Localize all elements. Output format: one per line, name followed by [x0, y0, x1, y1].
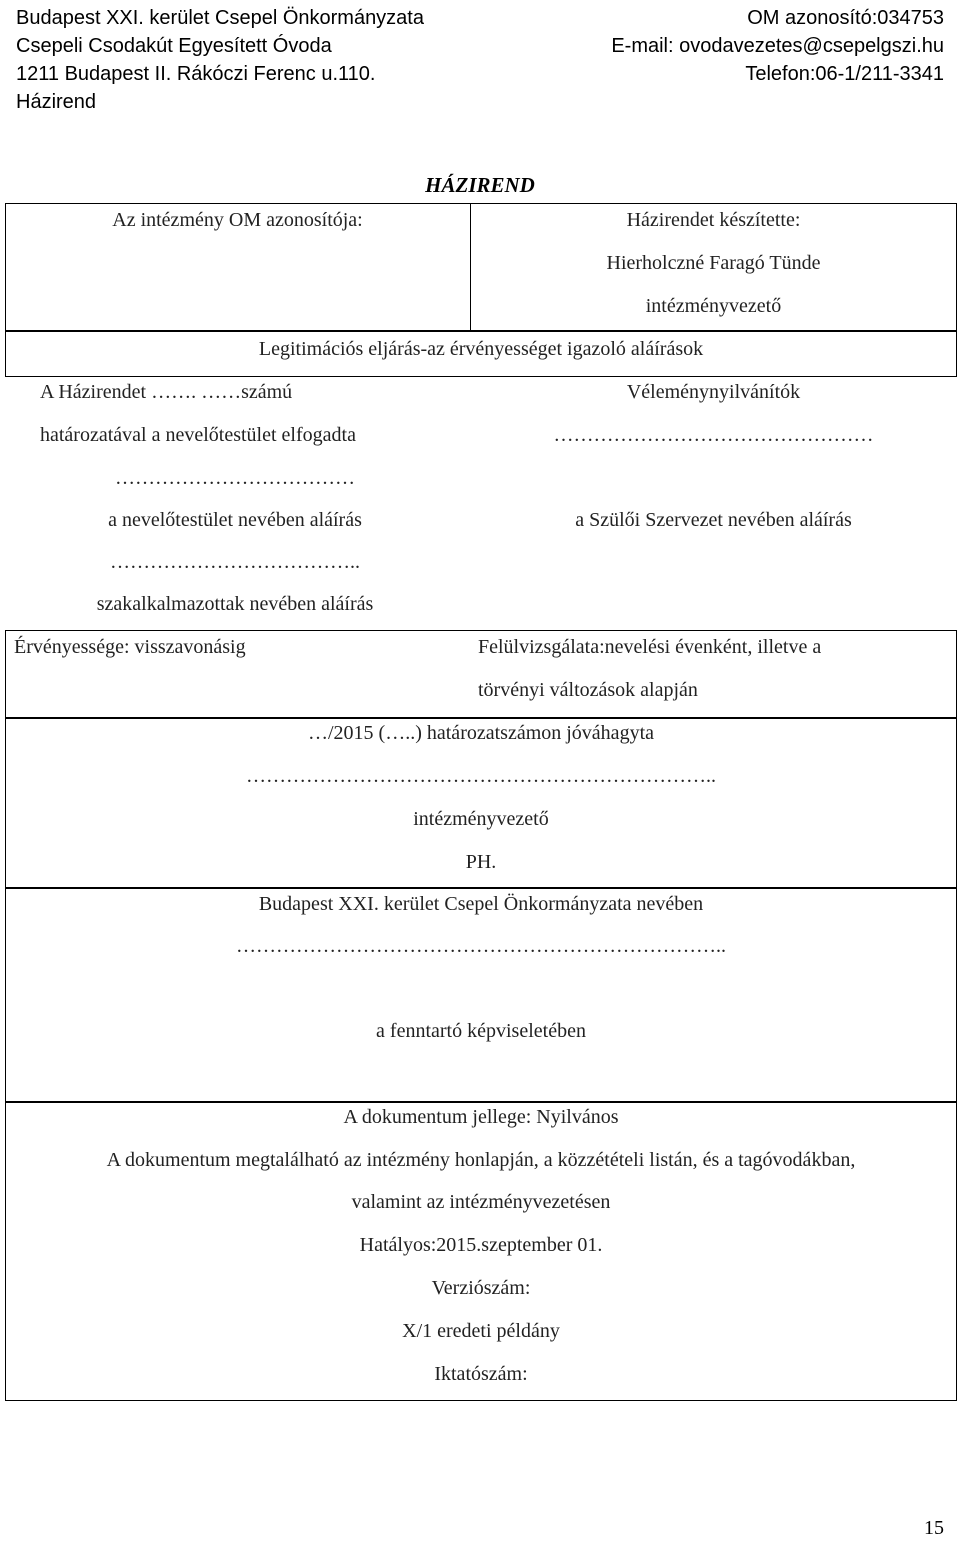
header-doc-name: Házirend: [16, 91, 97, 113]
commenters-title: Véleménynyilvánítók: [626, 381, 801, 403]
adoption-line-2: határozatával a nevelőtestület elfogadta: [40, 424, 356, 446]
parent-signature-dots: …………………………………………: [553, 424, 874, 446]
approval-text: …/2015 (…..) határozatszámon jóváhagyta: [308, 722, 654, 744]
document-nature: A dokumentum jellege: Nyilvános: [343, 1106, 619, 1128]
section-maintainer: [5, 888, 957, 1102]
version-label: Verziószám:: [431, 1277, 531, 1299]
header-phone: Telefon:06-1/211-3341: [745, 63, 944, 85]
staff-signature-dots: ………………………………: [115, 467, 355, 489]
prepared-by-label: Házirendet készítette:: [626, 209, 801, 231]
parent-signature-label: a Szülői Szervezet nevében aláírás: [575, 509, 852, 531]
staff-signature-label: a nevelőtestület nevében aláírás: [108, 509, 362, 531]
header-institution: Csepeli Csodakút Egyesített Óvoda: [16, 35, 332, 57]
employee-signature-dots: ………………………………..: [110, 551, 360, 573]
page-title: HÁZIREND: [425, 173, 535, 197]
maintainer-dots: ………………………………………………………………..: [236, 935, 726, 957]
document-location-2: valamint az intézményvezetésen: [351, 1191, 611, 1213]
approval-dots: ……………………………………………………………..: [246, 765, 716, 787]
maintainer-line-1: Budapest XXI. kerület Csepel Önkormányzata nevében: [258, 893, 704, 915]
adoption-line-1: A Házirendet ……. ……számú: [40, 381, 293, 403]
validity-text: Érvényessége: visszavonásig: [14, 636, 246, 658]
header-address: 1211 Budapest II. Rákóczi Ferenc u.110.: [16, 63, 376, 85]
om-id-label: Az intézmény OM azonosítója:: [112, 209, 363, 231]
review-line-2: törvényi változások alapján: [478, 679, 698, 701]
header-email: E-mail: ovodavezetes@csepelgszi.hu: [611, 35, 944, 57]
header-municipality: Budapest XXI. kerület Csepel Önkormányzata: [16, 7, 424, 29]
preparer-name: Hierholczné Faragó Tünde: [606, 252, 821, 274]
document-location-1: A dokumentum megtalálható az intézmény honlapján, a közzétételi listán, és a tagóvodákban,: [106, 1149, 856, 1171]
preparer-title: intézményvezető: [645, 295, 782, 317]
legitimation-heading: Legitimációs eljárás-az érvényességet igazoló aláírások: [258, 338, 704, 360]
ph-stamp-label: PH.: [465, 851, 497, 873]
copy-label: X/1 eredeti példány: [402, 1320, 560, 1342]
header-om-id: OM azonosító:034753: [747, 7, 944, 29]
filing-number-label: Iktatószám:: [434, 1363, 528, 1385]
review-line-1: Felülvizsgálata:nevelési évenként, illetve a: [478, 636, 822, 658]
maintainer-line-2: a fenntartó képviseletében: [376, 1020, 586, 1042]
page-number: 15: [924, 1517, 944, 1539]
employee-signature-label: szakalkalmazottak nevében aláírás: [96, 593, 374, 615]
approval-role: intézményvezető: [413, 808, 549, 830]
effective-date: Hatályos:2015.szeptember 01.: [359, 1234, 603, 1256]
